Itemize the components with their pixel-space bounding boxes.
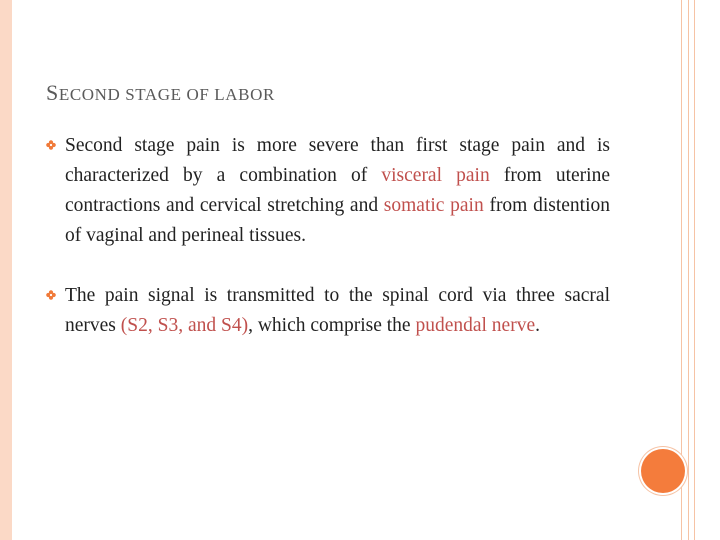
highlight-pudendal-nerve: pudendal nerve xyxy=(415,315,536,336)
accent-circle xyxy=(641,449,685,493)
bullet-text: from uterine contractions and cervical stretching and xyxy=(65,165,610,216)
flower-bullet-icon xyxy=(46,140,56,150)
right-decorative-line xyxy=(694,0,695,540)
flower-bullet-icon xyxy=(46,290,56,300)
bullet-item xyxy=(46,131,610,251)
slide-title: SECOND STAGE OF LABOR xyxy=(46,80,275,105)
bullet-text: The pain signal is transmitted to the spinal cord via three sacral nerves xyxy=(65,285,610,336)
highlight-somatic-pain: somatic pain xyxy=(383,195,484,216)
bullet-text: Second stage pain is more severe than first stage pain and is characterized by a combination of xyxy=(65,135,610,186)
bullet-item xyxy=(46,281,610,341)
highlight-visceral-pain: visceral pain xyxy=(381,165,490,186)
bullet-list xyxy=(46,131,610,341)
highlight-sacral-nerves: (S2, S3, and S4) xyxy=(120,315,249,336)
bullet-text: , which comprise the xyxy=(248,315,416,336)
left-decorative-border xyxy=(0,0,12,540)
right-decorative-line xyxy=(688,0,689,540)
bullet-text: from distention of vaginal and perineal tissues. xyxy=(65,195,610,246)
bullet-text: . xyxy=(535,315,540,336)
